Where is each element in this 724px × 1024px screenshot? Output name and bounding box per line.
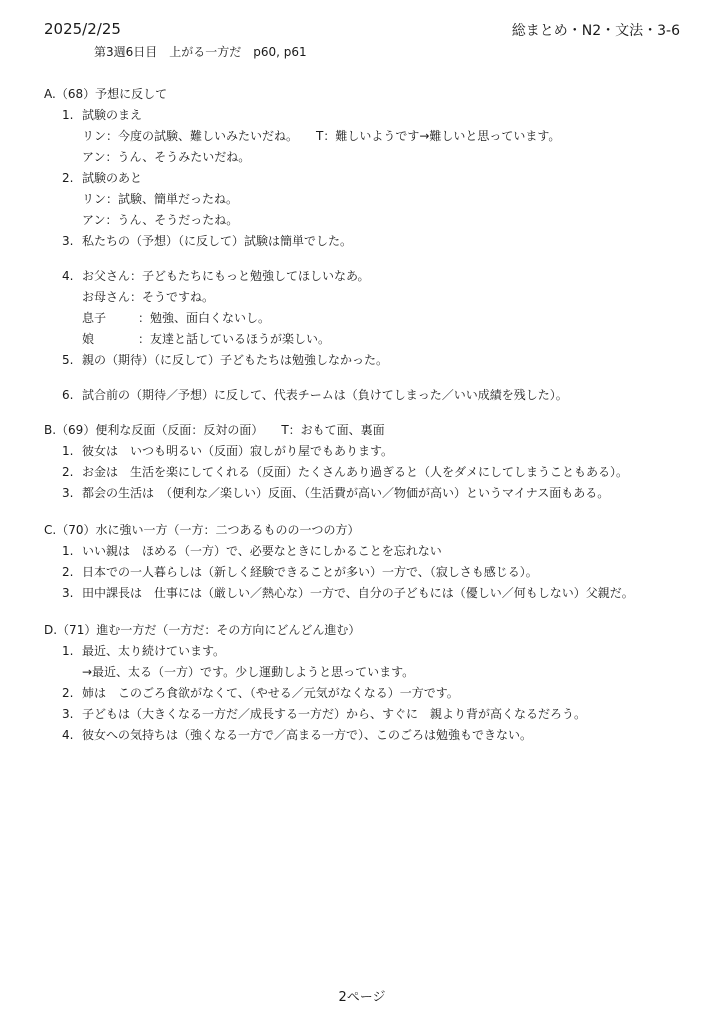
list-item: 1. いい親は ほめる（一方）で、必要なときにしかることを忘れない — [62, 544, 442, 558]
list-item: 2. 日本での一人暮らしは（新しく経験できることが多い）一方で、（寂しさも感じる）。 — [62, 565, 538, 579]
lesson-subtitle: 第3週6日目 上がる一方だ p60, p61 — [94, 45, 307, 59]
list-item: 3. 私たちの（予想）（に反して）試験は簡単でした。 — [62, 234, 353, 248]
section-title: A.（68）予想に反して — [44, 87, 168, 101]
section-title: C.（70）水に強い一方（一方：二つあるものの一つの方） — [44, 523, 360, 537]
section-title: D.（71）進む一方だ（一方だ：その方向にどんどん進む） — [44, 623, 361, 637]
dialogue-line: アン：うん、そうだったね。 — [82, 213, 239, 227]
dialogue-line: リン：試験、簡単だったね。 — [82, 192, 239, 206]
list-item: 1. 最近、太り続けています。 — [62, 644, 226, 658]
section-title: B.（69）便利な反面（反面：反対の面） T：おもて面、裏面 — [44, 423, 385, 437]
list-item: 4. お父さん：子どもたちにもっと勉強してほしいなあ。 — [62, 269, 370, 283]
list-item: 4. 彼女への気持ちは（強くなる一方で／高まる一方で）、このごろは勉強もできない。 — [62, 728, 533, 742]
list-item: 3. 都会の生活は （便利な／楽しい）反面、（生活費が高い／物価が高い）というマイナス面もある。 — [62, 486, 610, 500]
dialogue-line: お母さん：そうですね。 — [82, 290, 215, 304]
dialogue-line: リン：今度の試験、難しいみたいだね。 T：難しいようです→難しいと思っています。 — [82, 129, 561, 143]
list-item: 2. 試験のあと — [62, 171, 143, 185]
list-item: 5. 親の（期待）（に反して）子どもたちは勉強しなかった。 — [62, 353, 389, 367]
list-item: 1. 彼女は いつも明るい（反面）寂しがり屋でもあります。 — [62, 444, 394, 458]
section-c — [44, 520, 692, 604]
list-item: 1. 試験のまえ — [62, 108, 143, 122]
dialogue-line: →最近、太る（一方）です。少し運動しようと思っています。 — [82, 665, 415, 679]
list-item: 6. 試合前の（期待／予想）に反して、代表チームは（負けてしまった／いい成績を残した）。 — [62, 388, 568, 402]
worksheet-body — [44, 84, 692, 746]
dialogue-line: 息子 ：勉強、面白くないし。 — [44, 308, 692, 329]
dialogue-line: 娘 ：友達と話しているほうが楽しい。 — [44, 329, 692, 350]
section-d — [44, 620, 692, 746]
section-b — [44, 420, 692, 504]
list-item: 2. お金は 生活を楽にしてくれる（反面）たくさんあり過ぎると（人をダメにしてしまうこともある）。 — [62, 465, 629, 479]
date: 2025/2/25 — [44, 20, 121, 38]
speaker-name: 息子 — [82, 311, 107, 325]
page-number: 2ページ — [338, 990, 386, 1005]
list-item: 3. 子どもは（大きくなる一方だ／成長する一方だ）から、すぐに 親より背が高くなるだろう。 — [62, 707, 587, 721]
section-a — [44, 84, 692, 406]
speaker-name: 娘 — [82, 332, 95, 346]
list-item: 2. 姉は このごろ食欲がなくて、（やせる／元気がなくなる）一方です。 — [62, 686, 459, 700]
course-label: 総まとめ・N2・文法・3-6 — [511, 23, 680, 39]
dialogue-line: アン：うん、そうみたいだね。 — [82, 150, 251, 164]
list-item: 3. 田中課長は 仕事には（厳しい／熱心な）一方で、自分の子どもには（優しい／何もしない）父親だ。 — [62, 586, 634, 600]
